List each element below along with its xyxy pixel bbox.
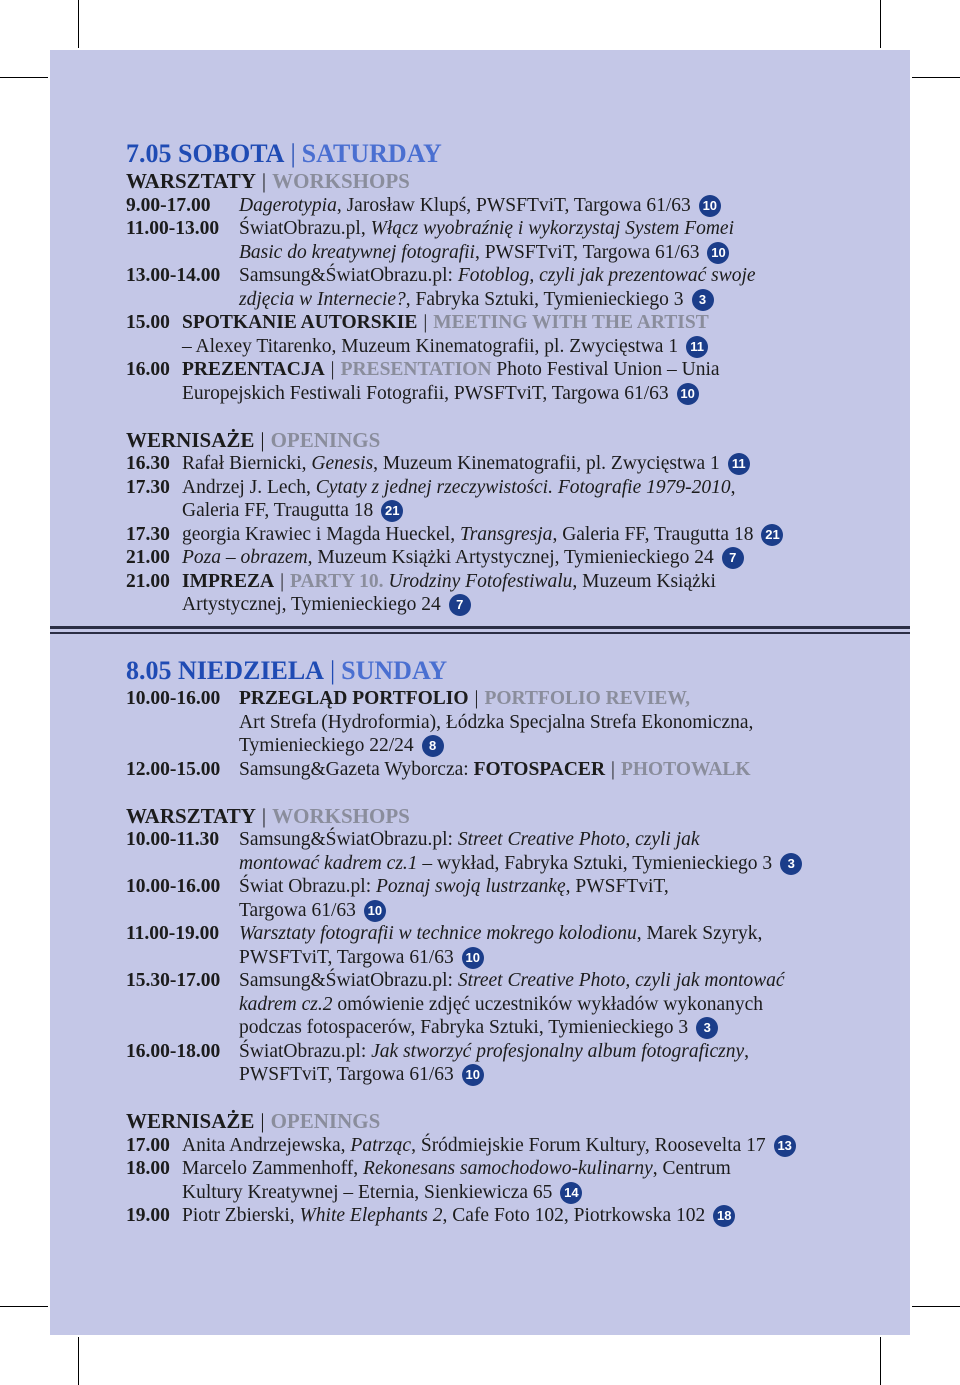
- openings-heading: WERNISAŻE | OPENINGS: [126, 1109, 381, 1133]
- event-row: [126, 875, 866, 922]
- event-description: Świat Obrazu.pl: Poznaj swoją lustrzankę, PWSFTviT, Targowa 61/63 10: [239, 876, 669, 921]
- event-time: 18.00: [126, 1158, 170, 1179]
- event-time: 12.00-15.00: [126, 758, 221, 780]
- venue-badge: 7: [449, 594, 471, 616]
- crop-mark: [880, 1337, 881, 1385]
- event-time: 17.00: [126, 1134, 170, 1156]
- event-description: Samsung&ŚwiatObrazu.pl: Street Creative Photo, czyli jak montować kadrem cz.2 omówienie zdjęć uczestników wykładów wykonanych podczas fotospacerów, Fabryka Sztuki, Tymienieckiego 3 3: [239, 970, 785, 1038]
- venue-badge: 10: [462, 947, 484, 969]
- section-divider: [50, 626, 910, 636]
- event-time: 21.00: [126, 547, 170, 568]
- event-description: Samsung&ŚwiatObrazu.pl: Fotoblog, czyli jak prezentować swoje zdjęcia w Internecie?, Fabryka Sztuki, Tymienieckiego 3 3: [239, 265, 756, 310]
- event-row: [126, 311, 866, 358]
- day-name-en: SATURDAY: [301, 139, 442, 168]
- venue-badge: 18: [713, 1205, 735, 1227]
- crop-mark: [880, 0, 881, 48]
- event-time: 16.00-18.00: [126, 1040, 221, 1062]
- event-time: 15.30-17.00: [126, 970, 221, 991]
- venue-badge: 10: [707, 242, 729, 264]
- event-row: [126, 476, 866, 523]
- event-time: 10.00-11.30: [126, 829, 220, 850]
- day-name-pl: SOBOTA: [178, 139, 285, 168]
- event-row: [126, 922, 866, 969]
- event-description: Poza – obrazem, Muzeum Książki Artystycznej, Tymienieckiego 24 7: [182, 546, 866, 570]
- event-description: Samsung&ŚwiatObrazu.pl: Street Creative Photo, czyli jak montować kadrem cz.1 – wykład, Fabryka Sztuki, Tymienieckiego 3 3: [239, 828, 866, 875]
- day-date: 8.05: [126, 656, 172, 685]
- event-description: Samsung&Gazeta Wyborcza: FOTOSPACER | PHOTOWALK: [239, 758, 751, 780]
- sunday-heading: 8.05 NIEDZIELA | SUNDAY: [126, 656, 448, 685]
- event-time: 11.00-13.00: [126, 218, 220, 239]
- event-time: 15.00: [126, 312, 170, 333]
- event-time: 17.30: [126, 476, 170, 498]
- event-time: 10.00-16.00: [126, 688, 221, 709]
- event-row: [126, 452, 866, 476]
- event-row: [126, 1157, 866, 1204]
- event-row: [126, 1040, 866, 1087]
- event-time: 19.00: [126, 1205, 170, 1226]
- venue-badge: 21: [381, 500, 403, 522]
- event-description: Warsztaty fotografii w technice mokrego kolodionu, Marek Szyryk, PWSFTviT, Targowa 61/63 10: [239, 923, 763, 968]
- venue-badge: 10: [364, 900, 386, 922]
- venue-badge: 21: [761, 524, 783, 546]
- event-description: Andrzej J. Lech, Cytaty z jednej rzeczywistości. Fotografie 1979-2010, Galeria FF, Traugutta 18 21: [182, 476, 736, 521]
- saturday-heading: 7.05 SOBOTA | SATURDAY: [126, 139, 442, 168]
- event-time: 16.00: [126, 359, 170, 380]
- event-description: Dagerotypia, Jarosław Klupś, PWSFTviT, Targowa 61/63 10: [239, 194, 866, 218]
- event-row: [126, 570, 866, 617]
- day-date: 7.05: [126, 139, 172, 168]
- event-time: 13.00-14.00: [126, 265, 221, 286]
- venue-badge: 10: [462, 1064, 484, 1086]
- event-row: [126, 523, 866, 547]
- event-time: 21.00: [126, 570, 170, 592]
- day-name-pl: NIEDZIELA: [178, 656, 324, 685]
- openings-heading: WERNISAŻE | OPENINGS: [126, 427, 381, 452]
- venue-badge: 3: [780, 853, 802, 875]
- event-description: Rafał Biernicki, Genesis, Muzeum Kinematografii, pl. Zwycięstwa 1 11: [182, 452, 866, 476]
- event-row: [126, 828, 866, 875]
- event-row: [126, 217, 866, 264]
- event-description: PRZEGLĄD PORTFOLIO | PORTFOLIO REVIEW, Art Strefa (Hydroformia), Łódzka Specjalna Strefa Ekonomiczna, Tymienieckiego 22/24 8: [239, 688, 754, 756]
- venue-badge: 10: [699, 195, 721, 217]
- sunday-section: [126, 657, 866, 1228]
- event-row: [126, 194, 866, 218]
- day-name-en: SUNDAY: [341, 656, 448, 685]
- venue-badge: 10: [677, 383, 699, 405]
- event-time: 9.00-17.00: [126, 194, 211, 216]
- saturday-section: [126, 140, 866, 617]
- workshops-heading: WARSZTATY | WORKSHOPS: [126, 803, 410, 828]
- workshops-heading: WARSZTATY | WORKSHOPS: [126, 169, 410, 193]
- venue-badge: 3: [696, 1017, 718, 1039]
- event-row: [126, 358, 866, 405]
- crop-mark: [912, 77, 960, 78]
- event-row: [126, 1204, 866, 1228]
- event-description: IMPREZA | PARTY 10. Urodziny Fotofestiwalu, Muzeum Książki Artystycznej, Tymienieckiego 24 7: [182, 570, 716, 615]
- event-row: [126, 1134, 866, 1158]
- venue-badge: 11: [686, 336, 708, 358]
- event-description: PREZENTACJA | PRESENTATION Photo Festival Union – Unia Europejskich Festiwali Fotografii, PWSFTviT, Targowa 61/63 10: [182, 359, 720, 404]
- event-description: georgia Krawiec i Magda Hueckel, Transgresja, Galeria FF, Traugutta 18 21: [182, 523, 866, 547]
- event-time: 16.30: [126, 453, 170, 474]
- crop-mark: [78, 1337, 79, 1385]
- venue-badge: 14: [560, 1182, 582, 1204]
- event-description: ŚwiatObrazu.pl: Jak stworzyć profesjonalny album fotograficzny, PWSFTviT, Targowa 61/63 10: [239, 1040, 750, 1085]
- crop-mark: [0, 77, 48, 78]
- crop-mark: [78, 0, 79, 48]
- event-description: ŚwiatObrazu.pl, Włącz wyobraźnię i wykorzystaj System Fomei Basic do kreatywnej fotografii, PWSFTviT, Targowa 61/63 10: [239, 218, 735, 263]
- crop-mark: [0, 1306, 48, 1307]
- venue-badge: 3: [692, 289, 714, 311]
- event-row: [126, 546, 866, 570]
- venue-badge: 13: [774, 1135, 796, 1157]
- event-time: 11.00-19.00: [126, 923, 220, 944]
- venue-badge: 7: [722, 547, 744, 569]
- event-description: Marcelo Zammenhoff, Rekonesans samochodowo-kulinarny, Centrum Kultury Kreatywnej – Eternia, Sienkiewicza 65 14: [182, 1158, 731, 1203]
- event-description: Piotr Zbierski, White Elephants 2, Cafe Foto 102, Piotrkowska 102 18: [182, 1204, 866, 1228]
- event-row: [126, 264, 866, 311]
- event-time: 17.30: [126, 523, 170, 545]
- event-row: [126, 758, 866, 782]
- event-time: 10.00-16.00: [126, 876, 221, 897]
- event-description: Anita Andrzejewska, Patrząc, Śródmiejskie Forum Kultury, Roosevelta 17 13: [182, 1134, 866, 1158]
- venue-badge: 8: [422, 735, 444, 757]
- event-description: SPOTKANIE AUTORSKIE | MEETING WITH THE ARTIST – Alexey Titarenko, Muzeum Kinematografii, pl. Zwycięstwa 1 11: [182, 312, 709, 357]
- venue-badge: 11: [728, 453, 750, 475]
- event-row: [126, 969, 866, 1040]
- crop-mark: [912, 1306, 960, 1307]
- event-row: [126, 687, 866, 758]
